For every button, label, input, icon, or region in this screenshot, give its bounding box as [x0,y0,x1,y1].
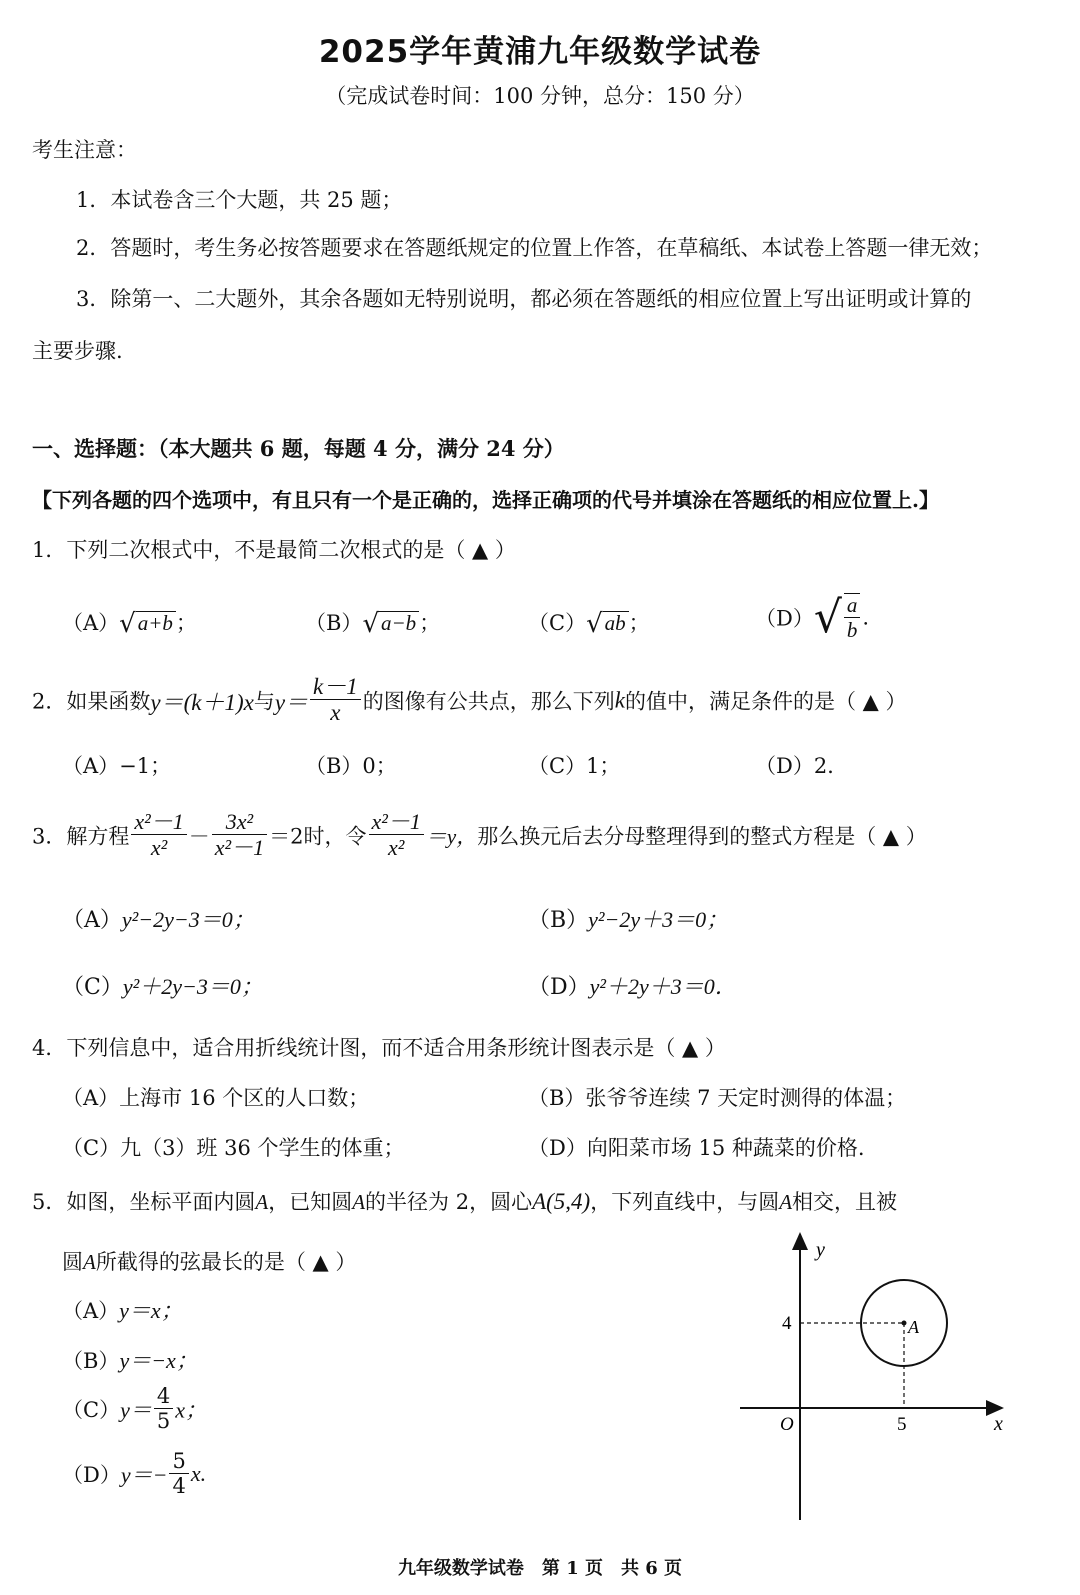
q3-f3-denominator: x² [388,835,405,861]
q5-coordinate-figure [730,1228,1020,1528]
q5-d-left: y＝− [120,1462,168,1488]
q2-equation-2-left: y＝ [274,689,309,715]
q4-option-b: （B）张爷爷连续 7 天定时测得的体温； [528,1086,907,1110]
x-axis-label: x [994,1413,1003,1435]
q5-text-g: 所截得的弦最长的是（ ▲ ） [95,1250,357,1274]
q1-end: . [862,605,870,630]
q3-label-a: （A） [62,908,122,933]
q3-option-c [62,970,263,1001]
q5-c-denominator: 5 [156,1409,171,1434]
q2-prefix: 2．如果函数 [32,689,151,714]
q3-option-a [62,903,255,934]
q3-fraction-1 [131,810,186,860]
q3-f1-denominator: x² [150,835,168,861]
q3-suffix: 那么换元后去分母整理得到的整式方程是（ ▲ ） [477,824,927,849]
q5-c-fraction [154,1385,173,1433]
q2-suffix-a: 的图像有公共点，那么下列 [362,689,615,714]
q5-label-b: （B） [62,1349,120,1373]
notice-item-3-cont: 主要步骤. [32,339,123,363]
q4-option-c: （C）九（3）班 36 个学生的体重； [62,1136,405,1160]
q1-label-d: （D） [755,606,814,631]
q1-sep-c: ； [628,611,650,635]
radical-icon: √ [586,609,603,639]
q2-numerator: k－1 [310,674,361,700]
q2-k: k [614,687,625,713]
q5-expr-b: y＝−x； [119,1348,198,1373]
q3-label-b: （B） [528,908,589,933]
q1-option-b [305,607,440,639]
q1-fraction-d [844,593,861,642]
q2-denominator: x [330,700,341,726]
question-5-stem-line-2 [62,1246,356,1276]
q5-center: A(5,4) [532,1189,591,1214]
q2-option-a: （A）−1； [62,754,172,778]
q3-expr-a: y²−2y−3＝0； [121,907,255,932]
q2-option-d: （D）2． [755,754,849,778]
q5-d-right: x. [190,1461,207,1487]
q1-label-b: （B） [305,611,363,635]
q1-option-d [755,592,869,643]
q5-option-c [62,1385,207,1433]
q5-text-f: 圆 [62,1250,83,1274]
radical-icon: √ [813,592,842,643]
q3-minus: － [188,824,210,849]
q1-d-denominator: b [846,617,858,642]
origin-label: O [780,1414,794,1435]
q3-fraction-2 [212,810,267,860]
q3-option-b [528,903,728,934]
q2-suffix-b: 的值中，满足条件的是（ ▲ ） [624,689,907,714]
q1-radicand-c: ab [603,611,629,635]
q3-rhs: ＝2时，令 [269,824,367,849]
q3-label-d: （D） [528,975,590,1000]
q4-option-a: （A）上海市 16 个区的人口数； [62,1086,370,1110]
page-title: 2025学年黄浦九年级数学试卷 [318,34,762,70]
q5-c-right: x； [175,1397,207,1423]
q3-option-d [528,970,737,1001]
y-tick-label: 4 [782,1313,792,1334]
q3-expr-b: y²−2y＋3＝0； [588,907,729,932]
notice-heading: 考生注意： [32,138,137,162]
q1-sep-a: ； [175,611,197,635]
q3-label-c: （C） [62,975,123,1000]
q1-option-c [528,607,650,639]
q5-c-left: y＝ [120,1397,152,1423]
q3-fraction-3 [369,810,424,860]
question-1-stem: 1．下列二次根式中，不是最简二次根式的是（ ▲ ） [32,538,516,562]
q4-option-d: （D）向阳菜市场 15 种蔬菜的价格. [528,1136,865,1160]
exam-info: （完成试卷时间：100 分钟，总分：150 分） [325,84,755,108]
question-4-stem: 4．下列信息中，适合用折线统计图，而不适合用条形统计图表示是（ ▲ ） [32,1036,726,1060]
center-point [902,1321,907,1326]
q5-option-d [62,1450,206,1498]
q5-text-e: 相交，且被 [792,1190,898,1214]
question-5-stem-line-1 [32,1186,897,1216]
q5-var-a2: A [352,1190,366,1214]
q1-label-c: （C） [528,611,587,635]
notice-item-2: 2．答题时，考生务必按答题要求在答题纸规定的位置上作答，在草稿纸、本试卷上答题一律无效； [76,236,993,260]
q2-equation-1: y＝(k＋1)x [150,689,254,715]
q5-c-numerator: 4 [154,1385,173,1409]
q3-eq-y: ＝y， [425,824,478,849]
q3-f2-denominator: x²－1 [214,835,265,861]
section-instruction: 【下列各题的四个选项中，有且只有一个是正确的，选择正确项的代号并填涂在答题纸的相应位置上.】 [32,488,939,512]
q1-d-numerator: a [844,594,861,618]
q5-option-a [62,1294,183,1325]
q5-d-denominator: 4 [172,1474,186,1499]
q5-var-a3: A [779,1190,793,1214]
q1-sep-b: ； [419,611,441,635]
q5-var-a4: A [83,1250,96,1274]
q2-mid: 与 [253,689,275,714]
q3-prefix: 3．解方程 [32,824,130,849]
q1-option-a [62,607,197,639]
q5-text-b: ，已知圆 [268,1190,353,1214]
x-tick-label: 5 [897,1414,907,1435]
q3-expr-d: y²＋2y＋3＝0． [589,974,737,999]
notice-item-3: 3．除第一、二大题外，其余各题如无特别说明，都必须在答题纸的相应位置上写出证明或计算的 [76,287,972,311]
q5-label-a: （A） [62,1299,120,1323]
q3-f2-numerator: 3x² [212,810,267,835]
question-2-stem [32,674,906,727]
q5-text-c: 的半径为 2，圆心 [365,1190,533,1214]
q1-radicand-b: a−b [379,611,419,635]
q5-d-fraction [169,1450,188,1498]
q5-text-d: ，下列直线中，与圆 [590,1190,780,1214]
q5-text-a: 5．如图，坐标平面内圆 [32,1190,256,1214]
q5-option-b [62,1344,198,1375]
radical-icon: √ [119,609,136,639]
section-heading: 一、选择题：（本大题共 6 题，每题 4 分，满分 24 分） [32,436,565,461]
question-3-stem [32,810,927,860]
q2-option-b: （B）0； [305,754,397,778]
q2-fraction [310,674,361,727]
q3-f3-numerator: x²－1 [369,810,424,835]
q3-expr-c: y²＋2y−3＝0； [122,974,263,999]
q1-radicand-a: a+b [136,611,176,635]
radical-icon: √ [362,609,380,639]
q2-option-c: （C）1； [528,754,621,778]
notice-item-1: 1．本试卷含三个大题，共 25 题； [76,188,403,212]
q5-d-numerator: 5 [169,1450,188,1474]
q5-var-a1: A [255,1190,269,1214]
q3-f1-numerator: x²－1 [131,810,186,835]
q5-label-c: （C） [62,1398,121,1423]
q5-label-d: （D） [62,1463,121,1488]
page-footer: 九年级数学试卷 第 1 页 共 6 页 [397,1558,683,1579]
point-a-label: A [908,1317,919,1337]
q1-label-a: （A） [62,611,120,635]
y-axis-label: y [816,1239,825,1261]
q5-expr-a: y＝x； [119,1298,183,1323]
